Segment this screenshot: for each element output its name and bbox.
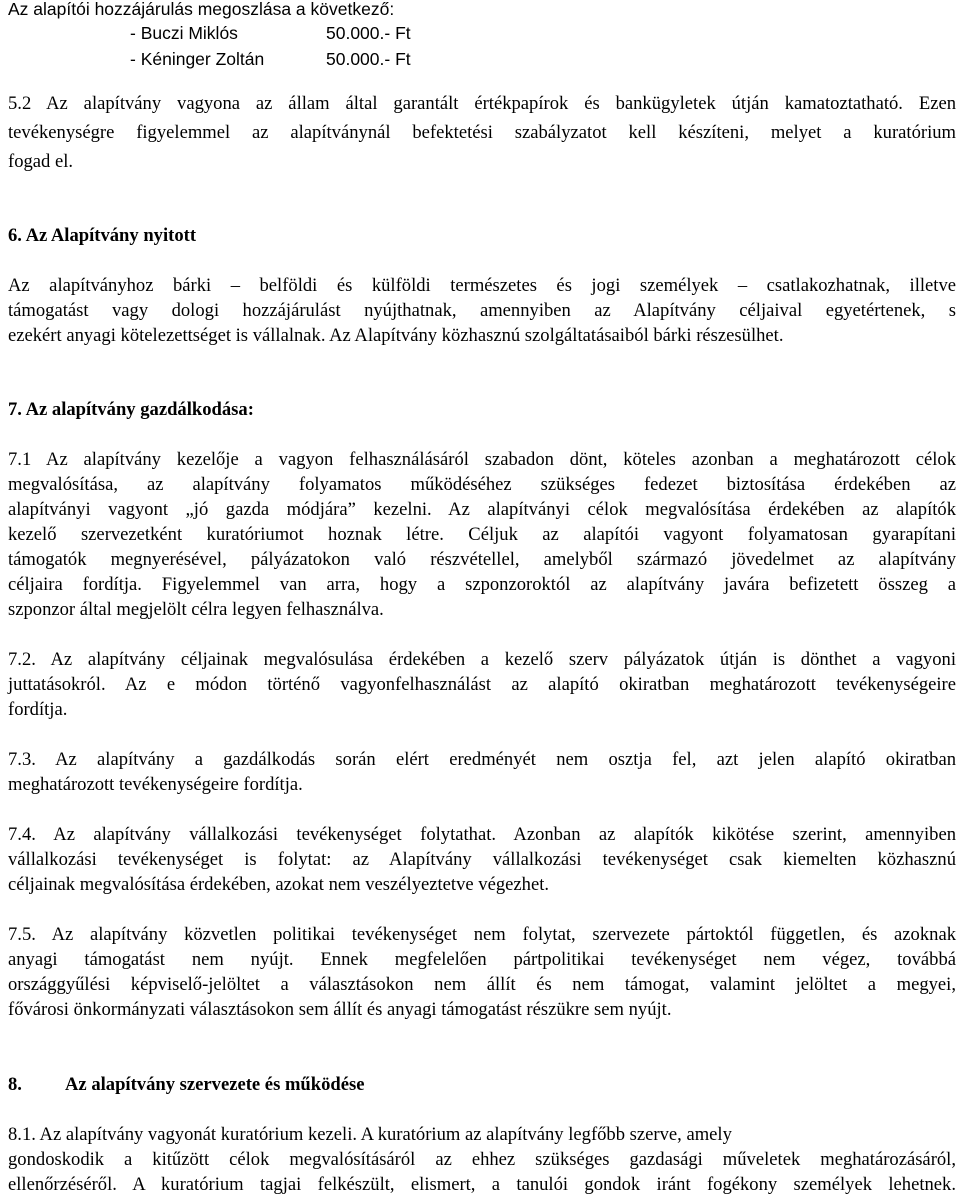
contributor-name: - Kéninger Zoltán [130, 49, 265, 69]
section-7-4-line: 7.4. Az alapítvány vállalkozási tevékenységet folytathat. Azonban az alapítók kikötése szerint, amennyiben [8, 824, 956, 845]
section-6-line: ezekért anyagi kötelezettséget is vállalnak. Az Alapítvány közhasznú szolgáltatásaiból bárki részesülhet. [8, 325, 784, 346]
section-7-1-line: szponzor által megjelölt célra legyen felhasználva. [8, 599, 384, 620]
section-5-2-line: 5.2 Az alapítvány vagyona az állam által garantált értékpapírok és bankügyletek útján kamatoztatható. Ezen [8, 93, 956, 114]
contribution-intro: Az alapítói hozzájárulás megoszlása a következő: [8, 0, 395, 19]
section-7-5-line: 7.5. Az alapítvány közvetlen politikai tevékenységet nem folytat, szervezete pártoktól független, és azoknak [8, 924, 956, 945]
section-7-1-line: kezelő szervezetként kuratóriumot hoznak létre. Céljuk az alapítói vagyont folyamatosan gyarapítani [8, 524, 956, 545]
section-7-3-line: meghatározott tevékenységeire fordítja. [8, 774, 303, 795]
section-8-1-line: ellenőrzéséről. A kuratórium tagjai felkészült, elismert, a tanulói gondok iránt fogékony személyek lehetnek. [8, 1174, 956, 1195]
section-7-4-line: céljainak megvalósítása érdekében, azokat nem veszélyeztetve végezhet. [8, 874, 550, 895]
section-7-1-line: támogatók megnyerésével, pályázatokon való részvétellel, amelyből származó jövedelmet az alapítvány [8, 549, 956, 570]
section-8-heading: Az alapítvány szervezete és működése [65, 1074, 365, 1095]
contributor-amount: 50.000.- Ft [326, 23, 411, 43]
section-7-2-line: 7.2. Az alapítvány céljainak megvalósulása érdekében a kezelő szerv pályázatok útján is dönthet a vagyoni [8, 649, 956, 670]
section-7-3-line: 7.3. Az alapítvány a gazdálkodás során elért eredményét nem osztja fel, azt jelen alapító okiratban [8, 749, 956, 770]
section-7-2-line: fordítja. [8, 699, 68, 720]
section-5-2-line: fogad el. [8, 151, 74, 172]
section-7-1-line: alapítványi vagyont „jó gazda módjára” kezelni. Az alapítványi célok megvalósítása érdekében az alapítók [8, 499, 956, 520]
section-6-line: Az alapítványhoz bárki – belföldi és külföldi természetes és jogi személyek – csatlakozhatnak, illetve [8, 275, 956, 296]
section-7-1-line: 7.1 Az alapítvány kezelője a vagyon felhasználásáról szabadon dönt, köteles azonban a meghatározott célok [8, 449, 956, 470]
section-5-2-line: tevékenységre figyelemmel az alapítványnál befektetési szabályzatot kell készíteni, melyet a kuratórium [8, 122, 956, 143]
contributor-name: - Buczi Miklós [130, 23, 238, 43]
section-7-heading: 7. Az alapítvány gazdálkodása: [8, 399, 254, 420]
section-7-4-line: vállalkozási tevékenységet is folytat: az Alapítvány vállalkozási tevékenységet csak kiemelten közhasznú [8, 849, 956, 870]
section-8-number: 8. [8, 1074, 22, 1095]
section-7-5-line: fővárosi önkormányzati választásokon sem állít és anyagi támogatást részükre sem nyújt. [8, 999, 672, 1020]
contributor-amount: 50.000.- Ft [326, 49, 411, 69]
section-7-1-line: megvalósítása, az alapítvány folyamatos működéséhez szükséges fedezet biztosítása érdekében az [8, 474, 956, 495]
section-6-heading: 6. Az Alapítvány nyitott [8, 225, 197, 246]
section-8-1-line: gondoskodik a kitűzött célok megvalósításáról az ehhez szükséges gazdasági műveletek meghatározásáról, [8, 1149, 956, 1170]
section-7-2-line: juttatásokról. Az e módon történő vagyonfelhasználást az alapító okiratban meghatározott tevékenységeire [8, 674, 956, 695]
section-8-1-line: 8.1. Az alapítvány vagyonát kuratórium kezeli. A kuratórium az alapítvány legfőbb szerve, amely [8, 1124, 732, 1145]
section-6-line: támogatást vagy dologi hozzájárulást nyújthatnak, amennyiben az Alapítvány céljaival egyetértenek, s [8, 300, 956, 321]
section-7-5-line: országgyűlési képviselő-jelöltet a választásokon nem állít és nem támogat, valamint jelöltet a megyei, [8, 974, 956, 995]
section-7-5-line: anyagi támogatást nem nyújt. Ennek megfelelően pártpolitikai tevékenységet nem végez, továbbá [8, 949, 956, 970]
section-7-1-line: céljaira fordítja. Figyelemmel van arra, hogy a szponzoroktól az alapítvány javára befizetett összeg a [8, 574, 956, 595]
